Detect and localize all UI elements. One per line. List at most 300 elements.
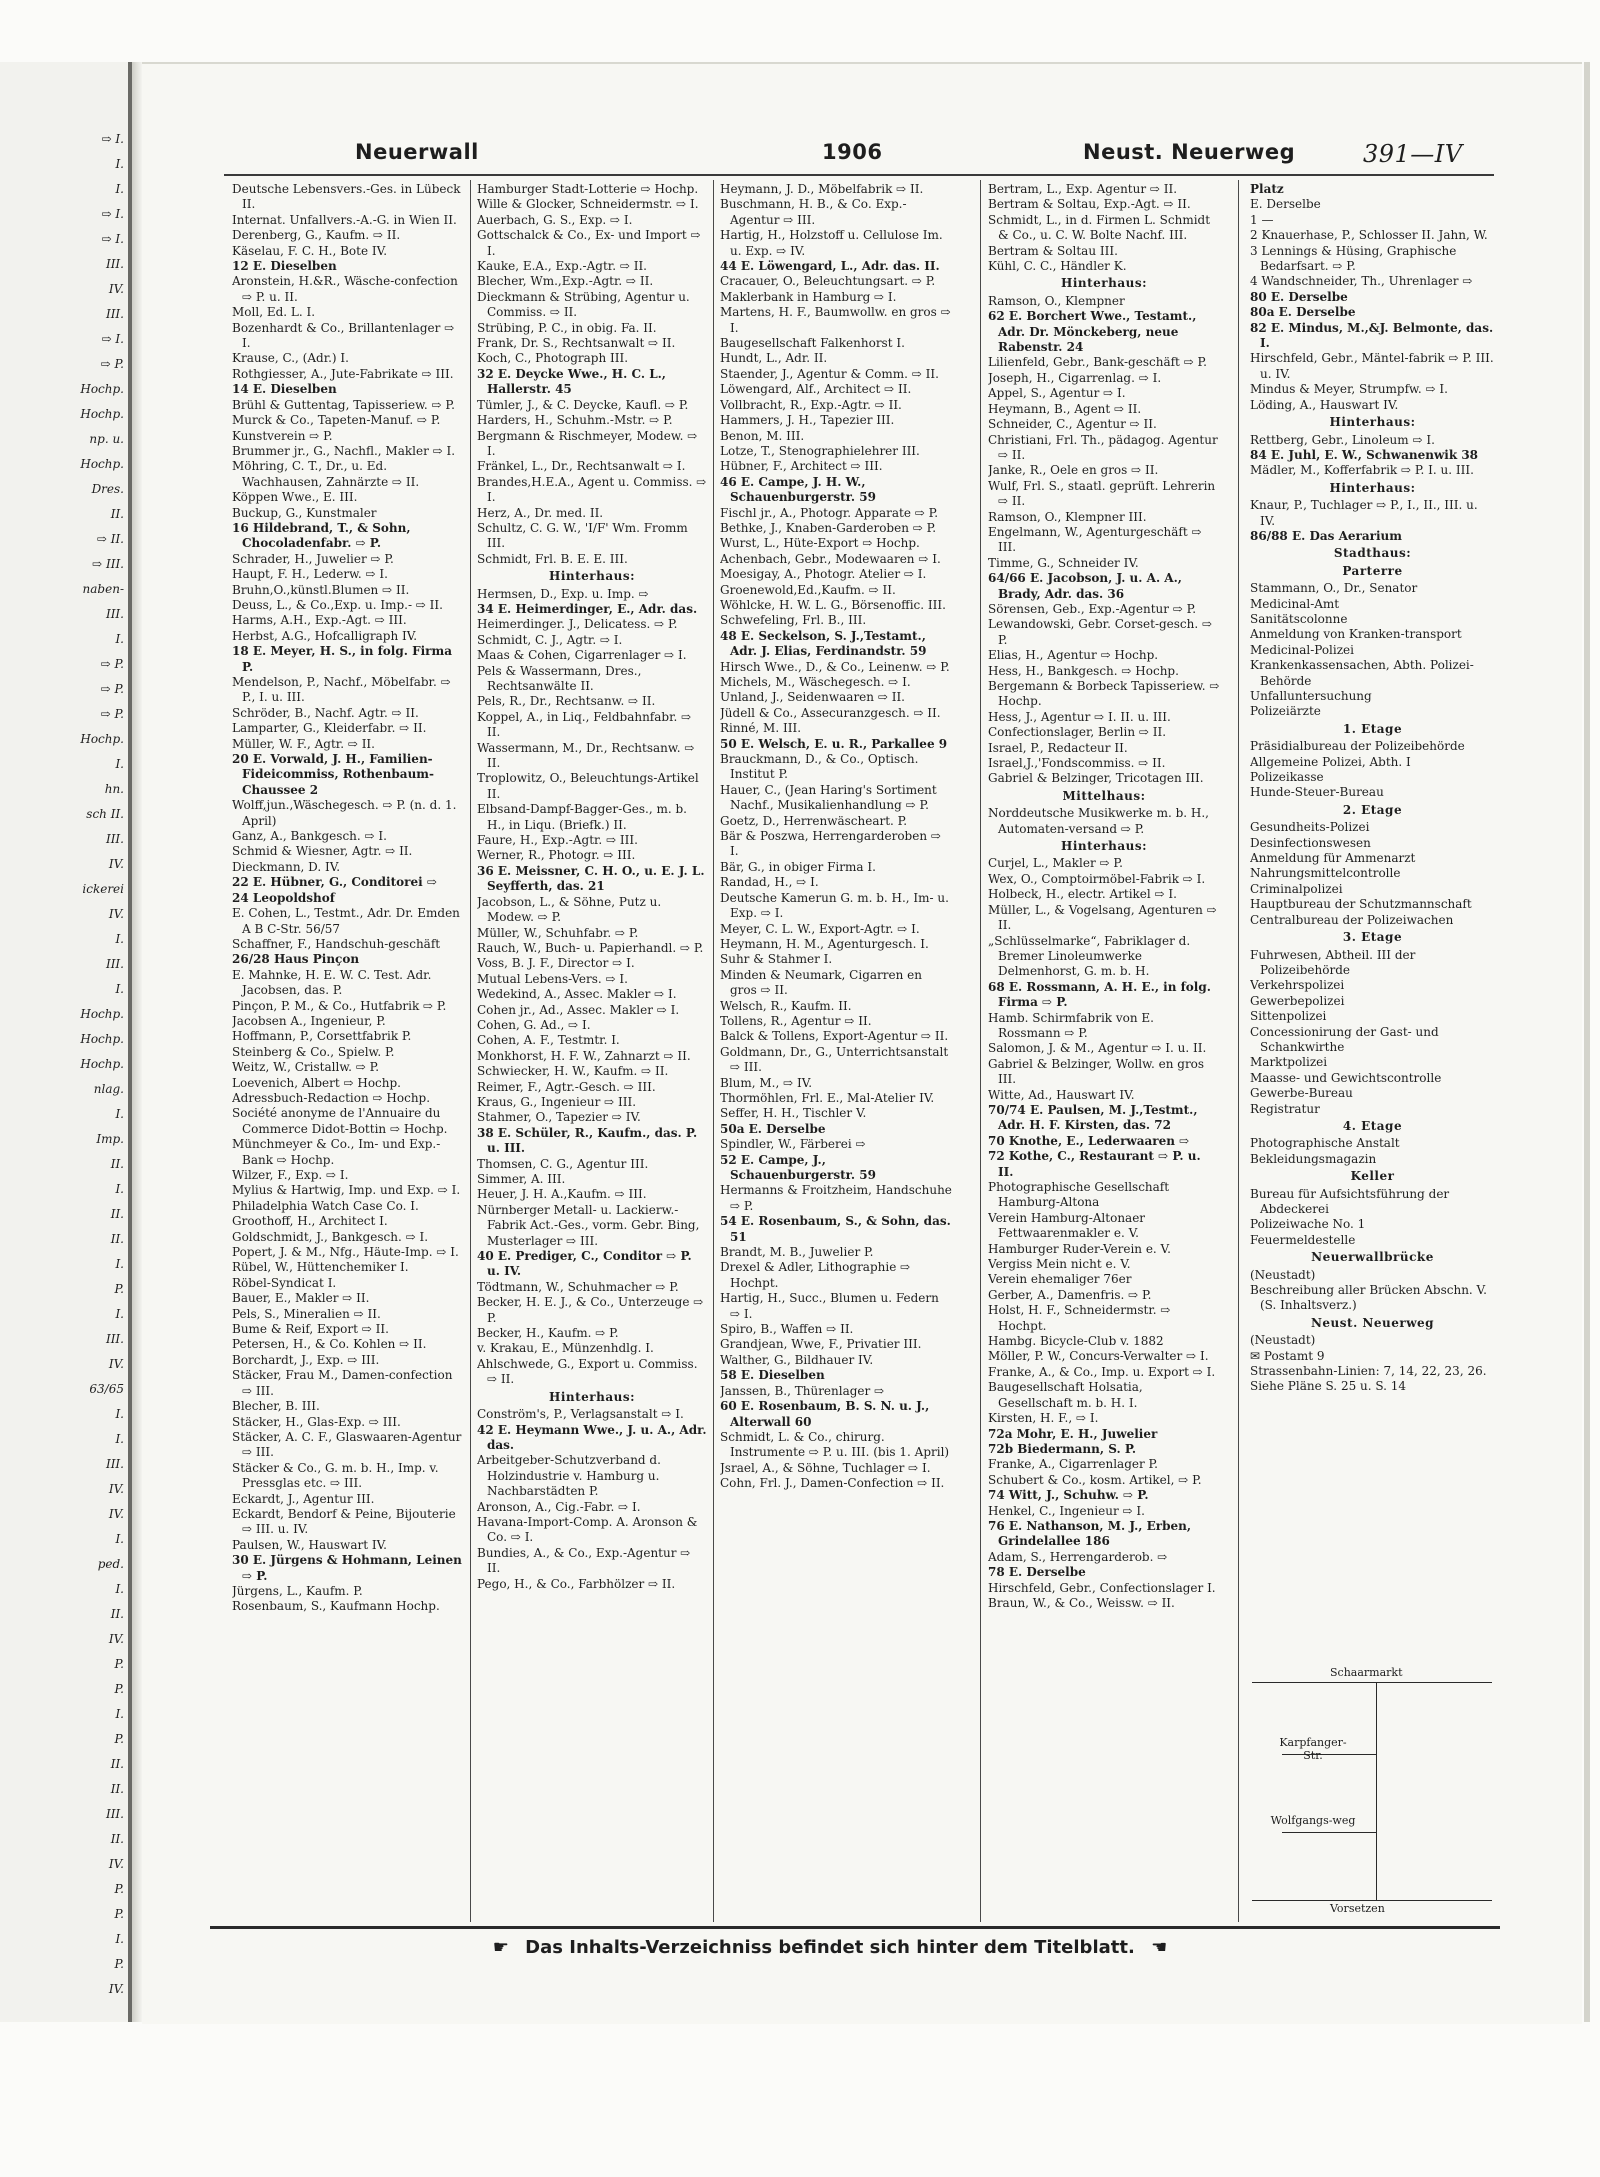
directory-entry: Voss, B. J. F., Director ⇨ I.: [477, 956, 635, 971]
directory-entry: Sanitätscolonne: [1250, 611, 1348, 626]
directory-entry: Bär, G., in obiger Firma I.: [720, 859, 876, 874]
directory-entry: Herz, A., Dr. med. II.: [477, 505, 604, 520]
section-heading: Neust. Neuerweg: [1310, 1315, 1435, 1330]
directory-entry: Strübing, P. C., in obig. Fa. II.: [477, 320, 657, 335]
directory-entry: Tollens, R., Agentur ⇨ II.: [720, 1013, 872, 1028]
directory-entry: Brandt, M. B., Juwelier P.: [720, 1245, 874, 1260]
left-page-fragment: P.: [114, 1882, 124, 1896]
section-heading: Hinterhaus:: [548, 1389, 636, 1404]
directory-entry: 3 Lennings & Hüsing, Graphische Bedarfsart. ⇨ P.: [1250, 243, 1457, 274]
left-page-fragment: I.: [115, 1307, 124, 1321]
directory-entry: Kunstverein ⇨ P.: [232, 428, 333, 443]
directory-entry: Wulf, Frl. S., staatl. geprüft. Lehrerin ⇨ II.: [988, 478, 1216, 509]
directory-entry: 72b Biedermann, S. P.: [988, 1441, 1137, 1456]
directory-entry: Hauer, C., (Jean Haring's Sortiment Nachf., Musikalienhandlung ⇨ P.: [720, 782, 937, 813]
left-page-fragment: Hochp.: [80, 732, 124, 746]
directory-entry: 58 E. Dieselben: [720, 1368, 825, 1383]
directory-entry: 80 E. Derselbe: [1250, 289, 1348, 304]
directory-entry: Bergmann & Rischmeyer, Modew. ⇨ I.: [477, 428, 698, 458]
directory-entry: Stäcker, Frau M., Damen-confection ⇨ III.: [232, 1368, 453, 1398]
directory-entry: Werner, R., Photogr. ⇨ III.: [477, 848, 636, 863]
directory-entry: Bär & Poszwa, Herrengarderoben ⇨ I.: [720, 829, 941, 859]
directory-entry: Pels, S., Mineralien ⇨ II.: [232, 1306, 381, 1321]
section-heading: Neuerwallbrücke: [1311, 1250, 1434, 1265]
directory-entry: Becker, H., Kaufm. ⇨ P.: [477, 1326, 619, 1341]
column-1: [232, 182, 464, 1920]
directory-entry: Hunde-Steuer-Bureau: [1250, 785, 1384, 800]
directory-entry: Rübel, W., Hüttenchemiker I.: [232, 1260, 409, 1275]
directory-entry: Rauch, W., Buch- u. Papierhandl. ⇨ P.: [477, 940, 704, 955]
directory-entry: Aronson, A., Cig.-Fabr. ⇨ I.: [477, 1499, 641, 1514]
directory-entry: Seffer, H. H., Tischler V.: [720, 1106, 867, 1121]
directory-entry: Sörensen, Geb., Exp.-Agentur ⇨ P.: [988, 601, 1197, 616]
header-rule: [224, 174, 1494, 176]
directory-entry: Hamburger Stadt-Lotterie ⇨ Hochp.: [477, 182, 699, 196]
directory-entry: Minden & Neumark, Cigarren en gros ⇨ II.: [720, 967, 922, 998]
directory-entry: Schultz, C. G. W., 'I/F' Wm. Fromm III.: [477, 520, 688, 551]
directory-entry: ✉ Postamt 9: [1250, 1348, 1325, 1363]
directory-entry: Goldschmidt, J., Bankgesch. ⇨ I.: [232, 1229, 429, 1244]
directory-entry: 40 E. Prediger, C., Conditor ⇨ P. u. IV.: [477, 1249, 692, 1279]
directory-entry: 48 E. Seckelson, S. J.,Testamt., Adr. J. Elias, Ferdinandstr. 59: [720, 628, 927, 659]
directory-entry: Schmidt, C. J., Agtr. ⇨ I.: [477, 632, 623, 647]
directory-entry: Polizeiwache No. 1: [1250, 1217, 1366, 1232]
left-page-fragment: hn.: [104, 782, 124, 796]
directory-entry: 16 Hildebrand, T., & Sohn, Chocoladenfabr. ⇨ P.: [232, 520, 411, 551]
map-label-schaarmarkt: Schaarmarkt: [1330, 1666, 1403, 1679]
directory-entry: Hermsen, D., Exp. u. Imp. ⇨: [477, 586, 649, 601]
left-page-fragment: II.: [110, 1232, 124, 1246]
directory-entry: Adam, S., Herrengarderob. ⇨: [988, 1549, 1168, 1564]
section-heading: 2. Etage: [1342, 802, 1403, 817]
left-page-fragment: P.: [114, 1907, 124, 1921]
column-3: [720, 182, 952, 1920]
directory-entry: Cohn, Frl. J., Damen-Confection ⇨ II.: [720, 1476, 945, 1491]
left-page-fragment: I.: [115, 932, 124, 946]
directory-entry: 30 E. Jürgens & Hohmann, Leinen ⇨ P.: [232, 1553, 462, 1583]
directory-entry: Rothgiesser, A., Jute-Fabrikate ⇨ III.: [232, 366, 454, 381]
directory-entry: Blecher, B. III.: [232, 1399, 320, 1414]
directory-entry: Haupt, F. H., Lederw. ⇨ I.: [232, 567, 388, 582]
directory-entry: Groenewold,Ed.,Kaufm. ⇨ II.: [720, 582, 896, 597]
directory-entry: 76 E. Nathanson, M. J., Erben, Grindelallee 186: [988, 1518, 1192, 1549]
directory-entry: Mylius & Hartwig, Imp. und Exp. ⇨ I.: [232, 1183, 461, 1198]
directory-entry: Polizeikasse: [1250, 770, 1324, 785]
directory-entry: Nahrungsmittelcontrolle: [1250, 866, 1401, 881]
column-divider: [713, 180, 714, 1922]
map-label-vorsetzen: Vorsetzen: [1330, 1902, 1385, 1915]
directory-entry: Platz: [1250, 182, 1284, 196]
left-page-fragment: II.: [110, 507, 124, 521]
header-page-number: 391—IV: [1363, 140, 1463, 168]
directory-entry: Schubert & Co., kosm. Artikel, ⇨ P.: [988, 1472, 1202, 1487]
directory-entry: Internat. Unfallvers.-A.-G. in Wien II.: [232, 212, 457, 227]
directory-entry: Stäcker, H., Glas-Exp. ⇨ III.: [232, 1414, 401, 1429]
left-page-fragment: I.: [115, 182, 124, 196]
directory-entry: Schaffner, F., Handschuh-geschäft: [232, 936, 441, 951]
directory-entry: 42 E. Heymann Wwe., J. u. A., Adr. das.: [477, 1422, 707, 1452]
directory-entry: Feuermeldestelle: [1250, 1232, 1356, 1247]
directory-entry: Curjel, L., Makler ⇨ P.: [988, 856, 1123, 871]
directory-entry: Criminalpolizei: [1250, 881, 1343, 896]
directory-entry: Witte, Ad., Hauswart IV.: [988, 1087, 1135, 1102]
left-page-fragment: ⇨ I.: [101, 132, 124, 146]
section-heading: 3. Etage: [1342, 930, 1403, 945]
directory-entry: Spiro, B., Waffen ⇨ II.: [720, 1322, 854, 1337]
directory-entry: Lilienfeld, Gebr., Bank-geschäft ⇨ P.: [988, 355, 1207, 370]
directory-entry: Buschmann, H. B., & Co. Exp.-Agentur ⇨ III.: [720, 197, 907, 227]
directory-entry: Deutsche Lebensvers.-Ges. in Lübeck II.: [232, 182, 461, 212]
directory-entry: Randad, H., ⇨ I.: [720, 875, 819, 890]
left-page-fragment: I.: [115, 632, 124, 646]
directory-entry: Fränkel, L., Dr., Rechtsanwalt ⇨ I.: [477, 459, 686, 474]
directory-entry: Mindus & Meyer, Strumpfw. ⇨ I.: [1250, 382, 1448, 397]
left-page-fragment: ickerei: [82, 882, 124, 896]
directory-entry: 68 E. Rossmann, A. H. E., in folg. Firma ⇨ P.: [988, 979, 1211, 1010]
left-page-fragment: ⇨ I.: [101, 207, 124, 221]
page-edge: [1584, 62, 1590, 2022]
left-page-fragment: Imp.: [96, 1132, 124, 1146]
directory-entry: Cracauer, O., Beleuchtungsart. ⇨ P.: [720, 274, 936, 289]
directory-entry: Käselau, F. C. H., Bote IV.: [232, 243, 388, 258]
directory-entry: Schneider, C., Agentur ⇨ II.: [988, 417, 1157, 432]
directory-entry: „Schlüsselmarke“, Fabriklager d. Bremer Linoleumwerke Delmenhorst, G. m. b. H.: [988, 933, 1191, 979]
directory-entry: Vergiss Mein nicht e. V.: [988, 1257, 1131, 1272]
directory-entry: Wille & Glocker, Schneidermstr. ⇨ I.: [477, 197, 699, 212]
directory-entry: 72 Kothe, C., Restaurant ⇨ P. u. II.: [988, 1149, 1201, 1179]
directory-entry: Maasse- und Gewichtscontrolle: [1250, 1070, 1442, 1085]
directory-entry: Krankenkassensachen, Abth. Polizei-Behörde: [1250, 658, 1474, 688]
directory-entry: Brühl & Guttentag, Tapisseriew. ⇨ P.: [232, 397, 455, 412]
directory-entry: 86/88 E. Das Aerarium: [1250, 528, 1402, 543]
directory-entry: Faure, H., Exp.-Agtr. ⇨ III.: [477, 833, 638, 848]
footer-rule: [210, 1926, 1500, 1929]
directory-entry: 14 E. Dieselben: [232, 382, 337, 397]
left-page-fragment: I.: [115, 1182, 124, 1196]
directory-entry: Unfalluntersuchung: [1250, 689, 1372, 703]
left-page-fragment: III.: [105, 257, 124, 271]
directory-entry: Anmeldung für Ammenarzt: [1250, 851, 1416, 866]
directory-entry: Wurst, L., Hüte-Export ⇨ Hochp.: [720, 536, 920, 551]
left-page-fragment: Hochp.: [80, 382, 124, 396]
map-label-karpfanger-str: Karpfanger-Str.: [1279, 1736, 1347, 1762]
directory-entry: 82 E. Mindus, M.,&J. Belmonte, das. I.: [1250, 320, 1494, 351]
left-page-fragment: II.: [110, 1832, 124, 1846]
directory-entry: Eckardt, J., Agentur III.: [232, 1491, 375, 1506]
left-page-fragment: ⇨ I.: [101, 232, 124, 246]
directory-entry: Herbst, A.G., Hofcalligraph IV.: [232, 628, 418, 643]
directory-entry: Hundt, L., Adr. II.: [720, 351, 828, 366]
directory-entry: Hübner, F., Architect ⇨ III.: [720, 459, 883, 474]
directory-entry: Hirschfeld, Gebr., Confectionslager I.: [988, 1580, 1216, 1595]
left-page-fragment: III.: [105, 957, 124, 971]
left-page-fragment: III.: [105, 307, 124, 321]
left-page-fragment: I.: [115, 1932, 124, 1946]
directory-entry: Benon, M. III.: [720, 428, 805, 443]
directory-entry: Petersen, H., & Co. Kohlen ⇨ II.: [232, 1337, 427, 1352]
directory-entry: Ganz, A., Bankgesch. ⇨ I.: [232, 829, 387, 844]
directory-entry: Eckardt, Bendorf & Peine, Bijouterie ⇨ III. u. IV.: [232, 1506, 456, 1537]
directory-entry: Weitz, W., Cristallw. ⇨ P.: [232, 1060, 380, 1075]
left-page-fragment: IV.: [108, 857, 124, 871]
directory-entry: Pinçon, P. M., & Co., Hutfabrik ⇨ P.: [232, 998, 447, 1013]
directory-entry: Hammers, J. H., Tapezier III.: [720, 413, 895, 428]
map-line: [1252, 1900, 1492, 1901]
directory-entry: Gesundheits-Polizei: [1250, 820, 1370, 835]
directory-entry: Deutsche Kamerun G. m. b. H., Im- u. Exp. ⇨ I.: [720, 890, 949, 921]
directory-entry: Heymann, J. D., Möbelfabrik ⇨ II.: [720, 182, 924, 196]
directory-entry: 18 E. Meyer, H. S., in folg. Firma P.: [232, 644, 452, 674]
left-page-fragment: P.: [114, 1682, 124, 1696]
directory-entry: Brauckmann, D., & Co., Optisch. Institut P.: [720, 752, 919, 782]
directory-entry: Staender, J., Agentur & Comm. ⇨ II.: [720, 366, 939, 381]
directory-entry: 70 Knothe, E., Lederwaaren ⇨: [988, 1133, 1190, 1148]
directory-entry: Bureau für Aufsichtsführung der Abdeckerei: [1250, 1186, 1450, 1216]
section-heading: Hinterhaus:: [1060, 276, 1148, 291]
directory-entry: Medicinal-Polizei: [1250, 642, 1354, 657]
directory-entry: Pego, H., & Co., Farbhölzer ⇨ II.: [477, 1576, 676, 1591]
directory-entry: Engelmann, W., Agenturgeschäft ⇨ III.: [988, 524, 1202, 555]
left-page-fragment: I.: [115, 982, 124, 996]
section-heading: Hinterhaus:: [1060, 839, 1148, 854]
directory-entry: Lamparter, G., Kleiderfabr. ⇨ II.: [232, 721, 427, 736]
left-page-fragment: IV.: [108, 1982, 124, 1996]
directory-entry: Braun, W., & Co., Weissw. ⇨ II.: [988, 1595, 1175, 1610]
directory-entry: Centralbureau der Polizeiwachen: [1250, 912, 1454, 927]
directory-entry: Aronstein, H.&R., Wäsche-confection ⇨ P. u. II.: [232, 274, 458, 304]
directory-entry: Jürgens, L., Kaufm. P.: [232, 1583, 363, 1598]
left-page-fragment: ⇨ P.: [100, 357, 124, 371]
directory-entry: Münchmeyer & Co., Im- und Exp.-Bank ⇨ Hochp.: [232, 1137, 441, 1167]
directory-entry: Bauer, E., Makler ⇨ II.: [232, 1291, 370, 1306]
left-page-fragment: naben-: [82, 582, 124, 596]
directory-entry: Wedekind, A., Assec. Makler ⇨ I.: [477, 987, 677, 1002]
directory-entry: Salomon, J. & M., Agentur ⇨ I. u. II.: [988, 1041, 1207, 1056]
directory-entry: Achenbach, Gebr., Modewaaren ⇨ I.: [720, 551, 941, 566]
directory-entry: Bume & Reif, Export ⇨ II.: [232, 1322, 389, 1337]
left-page-fragment: ⇨ P.: [100, 657, 124, 671]
directory-entry: Polizeiärzte: [1250, 704, 1321, 719]
left-page-fragment: I.: [115, 1582, 124, 1596]
directory-entry: 46 E. Campe, J. H. W., Schauenburgerstr. 59: [720, 474, 876, 505]
directory-entry: Heimerdinger. J., Delicatess. ⇨ P.: [477, 617, 678, 632]
directory-entry: Wilzer, F., Exp. ⇨ I.: [232, 1168, 349, 1182]
directory-entry: Havana-Import-Comp. A. Aronson & Co. ⇨ I.: [477, 1514, 698, 1545]
left-page-fragment: ⇨ III.: [92, 557, 124, 571]
directory-entry: 20 E. Vorwald, J. H., Familien-Fideicommiss, Rothenbaum-Chaussee 2: [232, 752, 434, 797]
directory-entry: Goldmann, Dr., G., Unterrichtsanstalt ⇨ III.: [720, 1044, 949, 1075]
header-street-right: Neust. Neuerweg: [1083, 140, 1296, 164]
directory-entry: Bethke, J., Knaben-Garderoben ⇨ P.: [720, 520, 937, 535]
left-page-fragment: Hochp.: [80, 1007, 124, 1021]
left-page-fragment: ⇨ II.: [96, 532, 124, 546]
directory-entry: Schröder, B., Nachf. Agtr. ⇨ II.: [232, 705, 419, 720]
street-map: [1252, 1662, 1492, 1918]
directory-entry: Bekleidungsmagazin: [1250, 1151, 1377, 1166]
directory-entry: Concessionirung der Gast- und Schankwirthe: [1250, 1024, 1439, 1054]
directory-entry: Holst, H. F., Schneidermstr. ⇨ Hochpt.: [988, 1303, 1171, 1333]
directory-entry: Photographische Anstalt: [1250, 1136, 1400, 1151]
directory-entry: Elias, H., Agentur ⇨ Hochp.: [988, 648, 1159, 663]
column-4: [988, 182, 1220, 1920]
directory-entry: Joseph, H., Cigarrenlag. ⇨ I.: [988, 370, 1162, 385]
directory-entry: Registratur: [1250, 1101, 1320, 1116]
directory-entry: Popert, J. & M., Nfg., Häute-Imp. ⇨ I.: [232, 1245, 459, 1260]
directory-entry: Maklerbank in Hamburg ⇨ I.: [720, 289, 897, 304]
directory-entry: Mendelson, P., Nachf., Möbelfabr. ⇨ P., I. u. III.: [232, 675, 451, 705]
footer-note: [420, 1937, 1240, 1958]
directory-entry: Unland, J., Seidenwaaren ⇨ II.: [720, 690, 905, 705]
directory-entry: Holbeck, H., electr. Artikel ⇨ I.: [988, 887, 1177, 902]
directory-entry: Hartig, H., Holzstoff u. Cellulose Im. u. Exp. ⇨ IV.: [720, 228, 943, 258]
column-5: [1250, 182, 1495, 1652]
directory-entry: 50a E. Derselbe: [720, 1121, 826, 1136]
directory-entry: Spindler, W., Färberei ⇨: [720, 1137, 866, 1152]
directory-entry: Harders, H., Schuhm.-Mstr. ⇨ P.: [477, 413, 673, 428]
section-heading: Stadthaus:: [1333, 546, 1412, 561]
left-page-fragment: III.: [105, 832, 124, 846]
directory-entry: 1 —: [1250, 212, 1274, 227]
directory-entry: Borchardt, J., Exp. ⇨ III.: [232, 1352, 380, 1367]
directory-entry: Christiani, Frl. Th., pädagog. Agentur ⇨ II.: [988, 432, 1218, 462]
directory-entry: Loevenich, Albert ⇨ Hochp.: [232, 1075, 401, 1090]
directory-entry: Gewerbepolizei: [1250, 993, 1345, 1008]
directory-entry: Schwefeling, Frl. B., III.: [720, 613, 867, 628]
left-page-fragment: P.: [114, 1732, 124, 1746]
section-heading: Hinterhaus:: [1329, 415, 1416, 430]
left-page-fragment: 63/65: [89, 1382, 124, 1396]
directory-entry: Derenberg, G., Kaufm. ⇨ II.: [232, 228, 401, 243]
directory-entry: Janssen, B., Thürenlager ⇨: [720, 1383, 885, 1398]
directory-entry: Dieckmann, D. IV.: [232, 859, 341, 874]
left-page-fragment: I.: [115, 1707, 124, 1721]
header-year: 1906: [822, 140, 883, 164]
directory-entry: Pels, R., Dr., Rechtsanw. ⇨ II.: [477, 694, 656, 709]
left-page-fragment: IV.: [108, 1632, 124, 1646]
directory-entry: Schrader, H., Juwelier ⇨ P.: [232, 551, 394, 566]
left-page-fragment: I.: [115, 1407, 124, 1421]
directory-entry: Maas & Cohen, Cigarrenlager ⇨ I.: [477, 648, 687, 663]
left-page-fragment: ped.: [97, 1557, 124, 1571]
directory-entry: Blecher, Wm.,Exp.-Agtr. ⇨ II.: [477, 274, 654, 289]
directory-entry: Franke, A., & Co., Imp. u. Export ⇨ I.: [988, 1364, 1216, 1379]
directory-entry: Koppel, A., in Liq., Feldbahnfabr. ⇨ II.: [477, 709, 692, 740]
directory-entry: Gottschalck & Co., Ex- und Import ⇨ I.: [477, 228, 701, 258]
directory-entry: Meyer, C. L. W., Export-Agtr. ⇨ I.: [720, 921, 920, 936]
previous-page-edge: [0, 62, 132, 2022]
directory-entry: Röbel-Syndicat I.: [232, 1275, 337, 1290]
directory-entry: Bertram, L., Exp. Agentur ⇨ II.: [988, 182, 1178, 196]
directory-entry: 60 E. Rosenbaum, B. S. N. u. J., Alterwall 60: [720, 1399, 930, 1429]
left-page-fragment: IV.: [108, 907, 124, 921]
directory-entry: Drexel & Adler, Lithographie ⇨ Hochpt.: [720, 1260, 911, 1290]
left-page-fragment: I.: [115, 1432, 124, 1446]
directory-entry: Frank, Dr. S., Rechtsanwalt ⇨ II.: [477, 336, 676, 351]
directory-entry: Norddeutsche Musikwerke m. b. H., Automaten-versand ⇨ P.: [988, 806, 1209, 836]
section-heading: Mittelhaus:: [1062, 788, 1146, 803]
directory-entry: Sittenpolizei: [1250, 1009, 1327, 1024]
directory-entry: Köppen Wwe., E. III.: [232, 490, 358, 505]
left-page-fragment: I.: [115, 1257, 124, 1271]
directory-entry: Moesigay, A., Photogr. Atelier ⇨ I.: [720, 567, 927, 582]
directory-entry: 84 E. Juhl, E. W., Schwanenwik 38: [1250, 447, 1479, 462]
left-page-fragment: IV.: [108, 1507, 124, 1521]
directory-entry: Bundies, A., & Co., Exp.-Agentur ⇨ II.: [477, 1545, 691, 1576]
left-page-fragment: P.: [114, 1657, 124, 1671]
left-page-fragment: I.: [115, 757, 124, 771]
directory-entry: Hartig, H., Succ., Blumen u. Federn ⇨ I.: [720, 1291, 939, 1321]
directory-entry: 80a E. Derselbe: [1250, 305, 1356, 320]
directory-entry: E. Mahnke, H. E. W. C. Test. Adr. Jacobsen, das. P.: [232, 967, 432, 998]
left-page-fragment: Hochp.: [80, 1057, 124, 1071]
directory-entry: Becker, H. E. J., & Co., Unterzeuge ⇨ P.: [477, 1295, 704, 1325]
directory-entry: Welsch, R., Kaufm. II.: [720, 998, 852, 1013]
directory-entry: Schwiecker, H. W., Kaufm. ⇨ II.: [477, 1064, 669, 1079]
directory-entry: Rosenbaum, S., Kaufmann Hochp.: [232, 1599, 440, 1614]
directory-entry: Wolff,jun.,Wäschegesch. ⇨ P. (n. d. 1. April): [232, 798, 457, 828]
directory-entry: Blum, M., ⇨ IV.: [720, 1075, 813, 1090]
left-page-fragment: II.: [110, 1207, 124, 1221]
directory-entry: Deuss, L., & Co.,Exp. u. Imp.- ⇨ II.: [232, 597, 443, 612]
directory-entry: Möhring, C. T., Dr., u. Ed. Wachhausen, Zahnärzte ⇨ II.: [232, 459, 420, 489]
directory-entry: Kauke, E.A., Exp.-Agtr. ⇨ II.: [477, 259, 647, 274]
directory-entry: Löding, A., Hauswart IV.: [1250, 397, 1399, 412]
directory-entry: Schmidt, Frl. B. E. E. III.: [477, 551, 628, 566]
column-2: [477, 182, 707, 1920]
section-heading: Hinterhaus:: [1329, 480, 1416, 495]
directory-entry: Israel,J.,'Fondscommiss. ⇨ II.: [988, 756, 1166, 771]
directory-entry: 52 E. Campe, J., Schauenburgerstr. 59: [720, 1152, 876, 1182]
pointing-hand-icon: ☚: [1151, 1937, 1168, 1958]
directory-entry: Schmid & Wiesner, Agtr. ⇨ II.: [232, 844, 413, 859]
directory-entry: Desinfectionswesen: [1250, 835, 1371, 850]
map-line: [1376, 1682, 1377, 1900]
map-line: [1252, 1682, 1492, 1683]
directory-entry: Beschreibung aller Brücken Abschn. V. (S. Inhaltsverz.): [1250, 1283, 1487, 1313]
directory-entry: 54 E. Rosenbaum, S., & Sohn, das. 51: [720, 1214, 951, 1244]
directory-entry: Knaur, P., Tuchlager ⇨ P., I., II., III. u. IV.: [1250, 498, 1478, 528]
column-divider: [1238, 180, 1239, 1922]
directory-entry: Auerbach, G. S., Exp. ⇨ I.: [477, 212, 633, 227]
directory-entry: Verein Hamburg-Altonaer Fettwaarenmakler e. V.: [988, 1210, 1146, 1241]
directory-entry: Koch, C., Photograph III.: [477, 351, 629, 366]
directory-entry: Hess, J., Agentur ⇨ I. II. u. III.: [988, 709, 1171, 724]
directory-entry: Marktpolizei: [1250, 1055, 1328, 1070]
directory-entry: Philadelphia Watch Case Co. I.: [232, 1198, 419, 1213]
left-page-fragment: IV.: [108, 1857, 124, 1871]
directory-entry: Ramson, O., Klempner: [988, 293, 1125, 308]
directory-entry: Murck & Co., Tapeten-Manuf. ⇨ P.: [232, 413, 441, 428]
directory-entry: Vollbracht, R., Exp.-Agtr. ⇨ II.: [720, 397, 902, 412]
directory-entry: Kirsten, H. F., ⇨ I.: [988, 1411, 1099, 1426]
directory-entry: Martens, H. F., Baumwollw. en gros ⇨ I.: [720, 305, 951, 335]
left-page-fragment: III.: [105, 1457, 124, 1471]
directory-entry: E. Derselbe: [1250, 197, 1321, 212]
directory-entry: Heymann, B., Agent ⇨ II.: [988, 401, 1142, 416]
directory-entry: Groothoff, H., Architect I.: [232, 1214, 388, 1229]
map-line: [1282, 1832, 1376, 1833]
directory-entry: Krause, C., (Adr.) I.: [232, 351, 349, 366]
section-heading: Parterre: [1342, 563, 1403, 578]
directory-entry: Jüdell & Co., Assecuranzgesch. ⇨ II.: [720, 705, 941, 720]
directory-entry: Lotze, T., Stenographielehrer III.: [720, 443, 920, 458]
pointing-hand-icon: ☛: [492, 1937, 509, 1958]
directory-entry: Rettberg, Gebr., Linoleum ⇨ I.: [1250, 432, 1435, 447]
left-page-fragment: III.: [105, 607, 124, 621]
directory-entry: Fuhrwesen, Abtheil. III der Polizeibehörde: [1250, 947, 1416, 977]
directory-entry: Henkel, C., Ingenieur ⇨ I.: [988, 1503, 1145, 1518]
directory-entry: Hoffmann, P., Corsettfabrik P.: [232, 1029, 412, 1044]
